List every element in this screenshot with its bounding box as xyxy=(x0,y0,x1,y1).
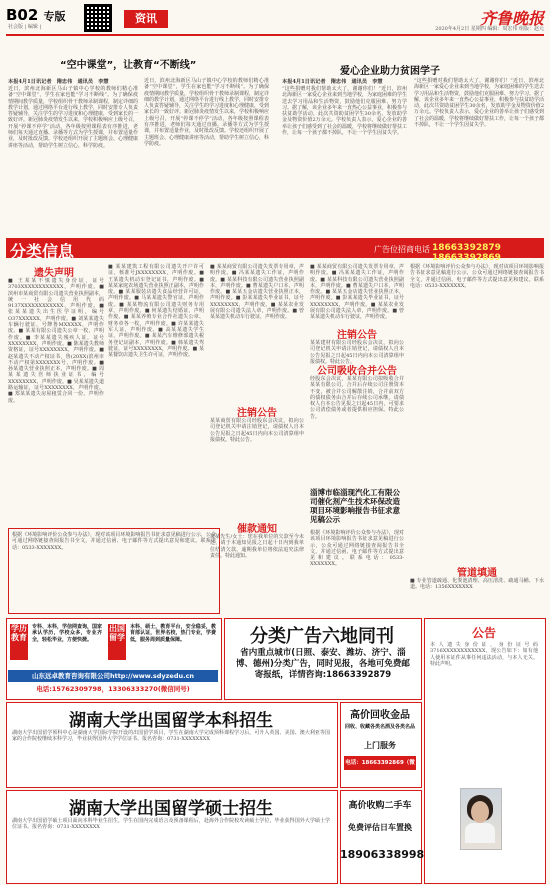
masthead-subline: 社会版 | 编辑 | xyxy=(8,24,42,30)
article2-body-col2: “这些捐赠对我们帮助太大了，谢谢你们！”近日，滨州北海新区一家爱心企业来到当地学校，为家庭困难的学生送去学习用品和生活物资，鼓励他们克服困难、努力学习。据了解，该企业多年来一直热心公益事业，积极参与扶贫助学活动，此次共资助贫困学生30余名，发放助学金及物资价值2万余元。学校负责人表示，爱心企业的善举让孩子们感受到了社会的温暖，学校将继续做好帮扶工作，让每一个孩子都不掉队，不让一个学生因贫失学。 xyxy=(414,78,545,129)
col4-top-body: ■ 某某商贸有限公司遗失发票专用章，声明作废。■ 冯某某遗失工作证，声明作废。■ 某某科技有限公司遗失营业执照副本，声明作废。■ 曹某遗失户口本，声明作废。■ 某某五金店遗失营业执照正本，声明作废。■ 彭某某遗失毕业证书，证号XXXXXXXX，声明作废。■ 某某农业发展有限公司遗失法人章，声明作废。■ 曾某某遗失机动车行驶证，声明作废。 xyxy=(310,264,404,321)
study-left-tag: 学历教育 xyxy=(10,624,28,660)
hunan-undergrad-body: 湖南大学出国留学预科中心是湖南大学国际学院开设的出国留学项目，学生在湖南大学完成预科课程学习后，可升入英国、美国、澳大利亚等国家的合作院校继续本科学习，毕业获得国外大学学位证书。报名咨询：0731-XXXXXXXX xyxy=(12,730,330,743)
hunan-master-body: 湖南大学出国留学硕士项目面向本科毕业生招生，学生在国内完成语言及预备课程后，赴海外合作院校攻读硕士学位，毕业获得国外大学硕士学位证书。报名咨询：0731-XXXXXXXX xyxy=(12,818,330,831)
study-left-text: 专科、本科，学信网查询，国家承认学历，学校众多，专业齐全，轻松毕业，方便快捷。 xyxy=(32,624,103,643)
article2-title-wrap xyxy=(340,62,520,77)
study-right-text: 本科、硕士，教育平台，安全稳妥，教育部认证，世界名校，热门专业，学费低，服务周到质量保障。 xyxy=(130,624,216,643)
collect-heading: 催款通知 xyxy=(237,524,277,535)
page-code: B02 专版 xyxy=(6,6,66,24)
notice-body: 本人遗失身份证，身份证号码3716XXXXXXXXXXXX，现公告如下：如有他人使用本证件从事任何违法活动，与本人无关。特此声明。 xyxy=(430,642,538,667)
gold-sub: 上门服务 xyxy=(364,741,396,750)
shirt-shape xyxy=(465,823,495,843)
notice-box-col1 xyxy=(8,528,220,614)
cancel2-heading: 注销公告 xyxy=(337,330,377,341)
channel-tag: 资讯 xyxy=(124,10,168,28)
car-title: 高价收购二手车 xyxy=(348,801,412,811)
paper-logo: 齐鲁晚报 xyxy=(479,9,544,28)
six-city-title: 分类广告六地同刊 xyxy=(250,626,394,647)
dateline: 2020年4月2日 星期四 编辑：周宏伟 组版：赵元 xyxy=(435,26,544,32)
gold-body: 回收、收藏各类名酒及各类名品 xyxy=(344,724,415,730)
cancel-heading: 注销公告 xyxy=(237,408,277,419)
six-city-body: 省内重点城市(日照、泰安、潍坊、济宁、淄博、德州)分类广告，同时见报，各地可免费邮寄报纸，详情咨询:18663392879 xyxy=(236,648,410,680)
study-right-tag: 出国留学 xyxy=(108,624,126,660)
hotline-label: 广告位招商电话 xyxy=(374,245,430,254)
article1-body-col1: 近日，滨州北海新区马山子镇中心学校的教师们精心准备“空中课堂”，学生在家也能“学习不断线”。为了确保疫情期间教学质量，学校组织骨干教师录制课程，制定详细的教学计划，通过网络平台进行线上教学，同时安排专人负责答疑辅导，关注学生的学习进度和心理健康，受到家长的一致好评。新冠肺炎疫情发生以来，学校积极响应上级号召，开展“停课不停学”活动，各年级按照课程表有序推进，老师们每天通过直播、录播等方式为学生授课，并布置适量作业，及时批改反馈。学校还组织开展了主题班会、心理健康讲座等活动，帮助学生树立信心，科学防疫。 xyxy=(8,86,139,149)
lost-body: ■ 王某某不慎遗失身份证，证号3703XXXXXXXXXXXX，声明作废。■ 滨州市某商贸有限公司遗失营业执照副本，统一社会信用代码9137XXXXXXXXXXXX，声明作废。■ 张某某遗失出生医学证明，编号O37XXXXXX，声明作废。■ 刘某某遗失车辆行驶证，号牌鲁MXXXXX，声明作废。■ 某某有限公司遗失公章一枚，声明作废。■ 李某某遗失残疾人证，证号XXXXXXXX，声明作废。■ 陈某遗失教师资格证，证号XXXXXXXX，声明作废。■ 赵某遗失不动产权证书，鲁(20XX)滨州市不动产权第XXXXXXX号，声明作废。■ 孙某遗失营业执照正本，声明作废。■ 周某某遗失医师执业证书，编号XXXXXXXX，声明作废。■ 吴某某遗失道路运输证，证号XXXXXXXX，声明作废。■ 郑某某遗失房屋租赁合同一份，声明作废。 xyxy=(8,278,104,404)
col4-bottom-body: 根据《环境影响评价公众参与办法》，现对该项目环境影响报告书征求意见稿进行公示，公众可通过网络链接查阅报告书全文，并通过信函、电子邮件等方式提出意见和建议。联系电话：0533-XXXXXXX。 xyxy=(310,530,404,568)
masthead-rule xyxy=(6,34,544,36)
article1-byline: 本报4月1日讯记者 隋忠伟 通讯员 李慧 xyxy=(8,79,109,85)
merger-body: 经股东会决议，某某有限公司拟吸收合并某某有限公司，合并后存续公司注册资本不变，被合并公司解散注销，合并前双方的债权债务由合并后存续公司承继。请债权人自本公告见报之日起45日内，可要求公司清偿债务或者提供相应担保。特此公告。 xyxy=(310,376,404,420)
merger-tail-title: 淄博市临淄现汽化工有限公司催化剂产生技术环保改造项目环境影响报告书征求意见稿公示 xyxy=(310,488,400,524)
car-body: 免费评估日车置换 xyxy=(348,823,412,832)
study-company: 山东远卓教育咨询有限公司http://www.sdyzedu.cn xyxy=(8,670,218,682)
hotline-phones: 18663392879 18663392869 xyxy=(432,243,501,263)
notice-heading: 公告 xyxy=(471,626,496,640)
car-phone[interactable]: 18906338998 xyxy=(340,848,425,861)
notice-box-col1-text: 根据《环境影响评价公众参与办法》，现对该项目环境影响报告书征求意见稿进行公示，公众可通过网络链接查阅报告书全文，并通过信函、电子邮件等方式提出意见和建议。联系电话：0533-XXXXXXX。 xyxy=(12,532,216,551)
article1-body-col2: 近日，滨州北海新区马山子镇中心学校的教师们精心准备“空中课堂”，学生在家也能“学习不断线”。为了确保疫情期间教学质量，学校组织骨干教师录制课程，制定详细的教学计划，通过网络平台进行线上教学，同时安排专人负责答疑辅导，关注学生的学习进度和心理健康，受到家长的一致好评。新冠肺炎疫情发生以来，学校积极响应上级号召，开展“停课不停学”活动，各年级按照课程表有序推进，老师们每天通过直播、录播等方式为学生授课，并布置适量作业，及时批改反馈。学校还组织开展了主题班会、心理健康讲座等活动，帮助学生树立信心，科学防疫。 xyxy=(144,78,270,147)
article1-title: “空中课堂”，让教育“不断线” xyxy=(60,60,197,71)
cancel-body: 某某商贸有限公司经股东会决议，拟向公司登记机关申请注销登记，请债权人自本公告见报之日起45日内向本公司清算组申报债权。特此公告。 xyxy=(210,418,304,443)
study-phone: 电话:15762309798，13306333270(微信同号) xyxy=(36,685,190,693)
manage-body: ■ 专业管道疏通、化粪池清理、高压清洗、疏通马桶、下水道。电话：1356XXXXXXX xyxy=(410,578,544,591)
article2-title: 爱心企业助力贫困学子 xyxy=(340,66,440,77)
notice-photo xyxy=(460,788,502,850)
merger-heading: 公司吸收合并公告 xyxy=(317,366,397,377)
gold-phone[interactable]: 电话：18663392869（微信） xyxy=(344,756,416,770)
article1-title-wrap xyxy=(60,56,250,71)
classifieds-title: 分类信息 xyxy=(10,242,75,261)
collect-body: 某某先生/女士：您在我单位的欠款至今未还，请于本通知见报之日起十日内到我单位结清欠款，逾期我单位将依法追究法律责任。特此通知。 xyxy=(210,534,304,559)
col2-body: ■ 某某建筑工程有限公司遗失开户许可证，核准号JXXXXXXXX，声明作废。■ 王某遗失机动车登记证书，声明作废。■ 某某家庭农场遗失营业执照正副本，声明作废。■ 某某服装店遗失食品经营许可证，声明作废。■ 马某某遗失警官证，声明作废。■ 某某物流有限公司遗失财务专用章，声明作废。■ 何某遗失结婚证，声明作废。■ 某某养殖专业合作社遗失公章、财务章各一枚，声明作废。■ 许某某遗失军人证，声明作废。■ 高某某遗失学生证，声明作废。■ 某某汽车维修部遗失税务登记证副本，声明作废。■ 韩某遗失驾驶证，证号XXXXXXXX，声明作废。■ 某某餐饮店遗失卫生许可证，声明作废。 xyxy=(108,264,204,359)
cancel2-body: 某某建材有限公司经股东会决议，拟向公司登记机关申请注销登记，请债权人自本公告见报之日起45日内向本公司清算组申报债权。特此公告。 xyxy=(310,340,404,365)
hunan-master-title: 湖南大学出国留学硕士招生 xyxy=(69,799,273,819)
col5-body: 根据《环境影响评价公众参与办法》，现对该项目环境影响报告书征求意见稿进行公示，公众可通过网络链接查阅报告书全文，并通过信函、电子邮件等方式提出意见和建议。联系电话：0533-XXXXXXX。 xyxy=(410,264,544,289)
manage-heading: 管道填通 xyxy=(457,568,497,579)
col3-body: ■ 某某商贸有限公司遗失发票专用章，声明作废。■ 冯某某遗失工作证，声明作废。■ 某某科技有限公司遗失营业执照副本，声明作废。■ 曹某遗失户口本，声明作废。■ 某某五金店遗失营业执照正本，声明作废。■ 彭某某遗失毕业证书，证号XXXXXXXX，声明作废。■ 某某农业发展有限公司遗失法人章，声明作废。■ 曾某某遗失机动车行驶证，声明作废。 xyxy=(210,264,304,321)
face-shape xyxy=(471,801,489,823)
qr-code-icon xyxy=(84,4,112,32)
article2-body-col1: “这些捐赠对我们帮助太大了，谢谢你们！”近日，滨州北海新区一家爱心企业来到当地学校，为家庭困难的学生送去学习用品和生活物资，鼓励他们克服困难、努力学习。据了解，该企业多年来一直热心公益事业，积极参与扶贫助学活动，此次共资助贫困学生30余名，发放助学金及物资价值2万余元。学校负责人表示，爱心企业的善举让孩子们感受到了社会的温暖，学校将继续做好帮扶工作，让每一个孩子都不掉队，不让一个学生因贫失学。 xyxy=(282,86,408,137)
hunan-undergrad-title: 湖南大学出国留学本科招生 xyxy=(69,711,273,731)
gold-title: 高价回收金品 xyxy=(350,710,410,721)
lost-heading: 遗失声明 xyxy=(34,268,74,279)
article2-byline: 本报4月1日讯记者 隋忠伟 通讯员 李慧 xyxy=(282,79,383,85)
